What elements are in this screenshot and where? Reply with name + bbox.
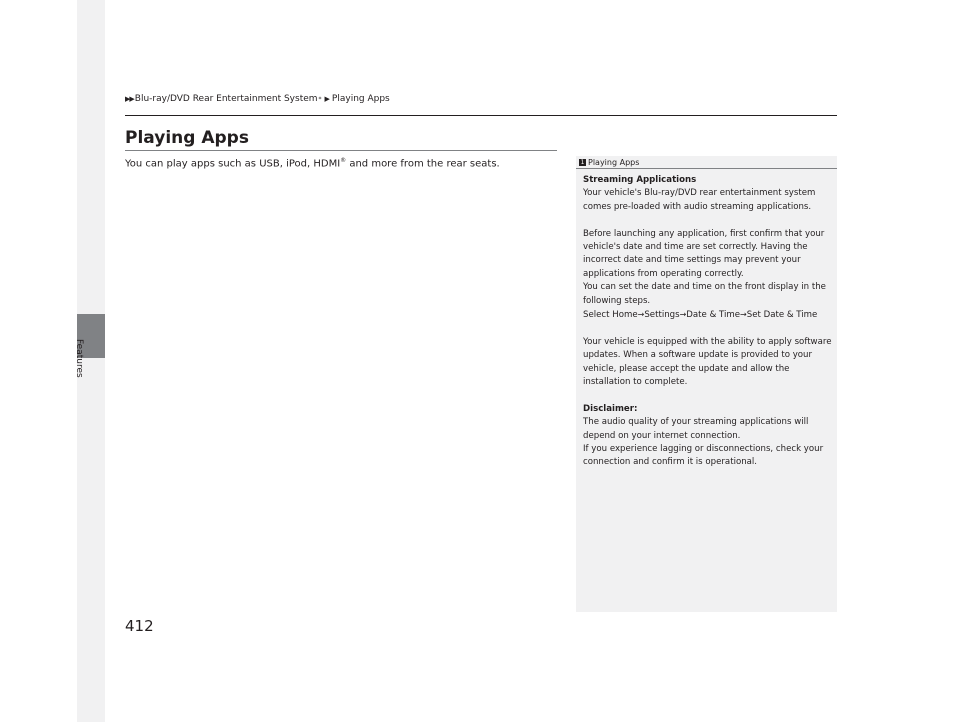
disclaimer-heading: Disclaimer: [583, 403, 638, 414]
step-set-date-time: Set Date & Time [746, 310, 818, 321]
step-arrow-icon: → [679, 310, 687, 320]
streaming-heading: Streaming Applications [583, 175, 697, 185]
steps-prefix: Select [583, 310, 613, 321]
streaming-text: Your vehicle's Blu-ray/DVD rear entertainment system comes pre-loaded with audio streaming applications. [583, 188, 816, 212]
body-text-after: and more from the rear seats. [346, 158, 500, 170]
disclaimer-text-2: If you experience lagging or disconnections, check your connection and confirm it is operational. [583, 444, 824, 468]
breadcrumb-separator-icon: ▶ [324, 95, 330, 103]
launch-text-2: You can set the date and time on the front display in the following steps. [583, 282, 826, 306]
body-text-before: You can play apps such as USB, iPod, HDMI [125, 158, 341, 170]
update-text: Your vehicle is equipped with the ability to apply software updates. When a software update is provided to your vehicle, please accept the update and allow the installation to complete. [583, 336, 832, 388]
step-date-time: Date & Time [686, 310, 741, 321]
breadcrumb-arrow-icon: ▶▶ [125, 95, 134, 103]
launch-text-1: Before launching any application, first confirm that your vehicle's date and time are set correctly. Having the incorrect date and time settings may prevent your applications from operating correctly. [583, 228, 825, 279]
side-tab-label: Features [74, 339, 84, 378]
header-rule [125, 115, 837, 116]
note-marker-icon: 1 [580, 158, 585, 166]
side-index-bar-lower [77, 358, 105, 722]
breadcrumb-asterisk: * [318, 95, 322, 103]
side-note-title: Playing Apps [588, 157, 640, 167]
body-paragraph [125, 157, 500, 169]
page-title: Playing Apps [125, 128, 249, 148]
breadcrumb-page[interactable]: Playing Apps [331, 94, 390, 104]
step-arrow-icon: → [740, 310, 747, 320]
settings-steps [583, 308, 833, 322]
side-index-bar [77, 0, 105, 314]
side-note-header [576, 156, 837, 169]
disclaimer-text-1: The audio quality of your streaming applications will depend on your internet connection. [583, 417, 809, 441]
breadcrumb-section[interactable]: Blu-ray/DVD Rear Entertainment System [134, 94, 318, 104]
step-home: Home [612, 310, 638, 321]
side-note-body [583, 174, 833, 470]
step-settings: Settings [644, 310, 680, 321]
registered-mark: ® [340, 157, 347, 164]
step-arrow-icon: → [637, 310, 645, 320]
breadcrumb [125, 94, 390, 104]
page-number: 412 [125, 617, 154, 635]
title-rule [125, 150, 557, 151]
side-note-panel [576, 156, 837, 612]
